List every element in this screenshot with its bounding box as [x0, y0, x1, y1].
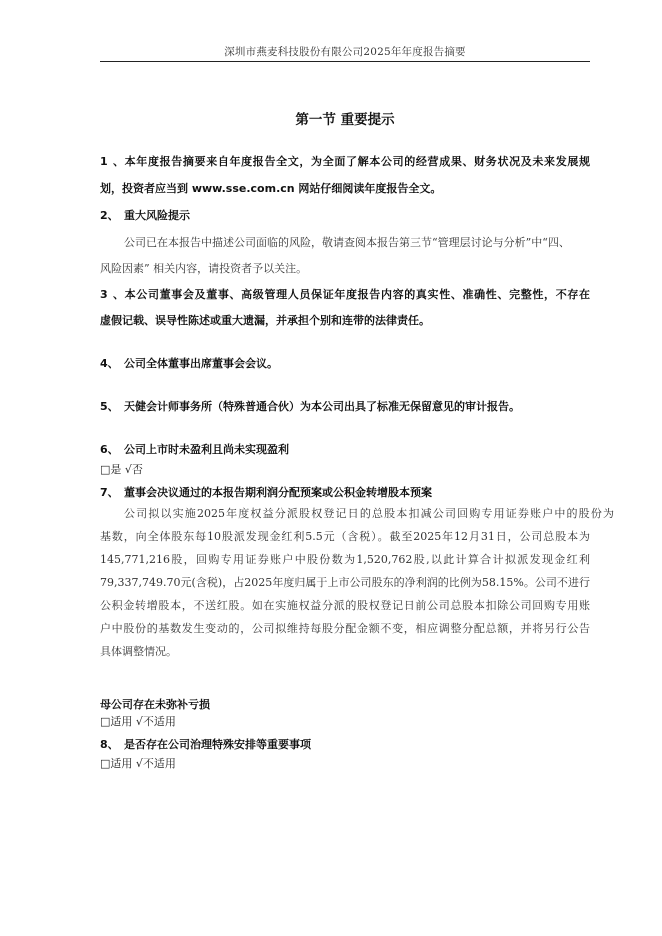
item7-heading: 7、 董事会决议通过的本报告期利润分配预案或公积金转增股本预案 [100, 486, 432, 499]
header-divider [100, 61, 590, 62]
item8-heading: 8、 是否存在公司治理特殊安排等重要事项 [100, 738, 311, 751]
item7-body-line6: 户中股份的基数发生变动的，公司拟维持每股分配金额不变，相应调整分配总额，并将另行公告 [100, 622, 590, 635]
section-title: 第一节 重要提示 [295, 112, 395, 128]
item3-number: 3、 [100, 288, 124, 301]
item4-line: 4、 公司全体董事出席董事会会议。 [100, 357, 278, 370]
item1-line2: 划，投资者应当到 www.sse.com.cn 网站仔细阅读年度报告全文。 [100, 182, 442, 195]
item4-number: 4、 [100, 357, 119, 370]
item2-body-line1: 公司已在本报告中描述公司面临的风险，敬请查阅本报告第三节“管理层讨论与分析”中“四、 [124, 236, 570, 249]
item2-number: 2、 [100, 209, 119, 222]
item5-number: 5、 [100, 400, 119, 413]
item3-line1: 3、本公司董事会及董事、高级管理人员保证年度报告内容的真实性、准确性、完整性，不存在 [100, 288, 590, 301]
item7-body-line3: 145,771,216股，回购专用证券账户中股份数为1,520,762股,以此计算合计拟派发现金红利 [100, 553, 590, 566]
item7-number: 7、 [100, 486, 119, 499]
item8-number: 8、 [100, 738, 119, 751]
item7-body-line7: 具体调整情况。 [100, 645, 177, 658]
parent-loss-options: □适用 √不适用 [100, 715, 176, 728]
item1-line1: 1、本年度报告摘要来自年度报告全文，为全面了解本公司的经营成果、财务状况及未来发展规 [100, 155, 590, 168]
item6-number: 6、 [100, 443, 119, 456]
item2-body-line2: 风险因素” 相关内容，请投资者予以关注。 [100, 262, 308, 275]
item7-body-line5: 公积金转增股本，不送红股。如在实施权益分派的股权登记日前公司总股本扣除公司回购专用账 [100, 599, 590, 612]
item6-options: □是 √否 [100, 463, 143, 476]
item6-heading: 6、 公司上市时未盈利且尚未实现盈利 [100, 443, 289, 456]
item7-body-line4: 79,337,749.70元(含税)，占2025年度归属于上市公司股东的净利润的比例为58.15%。公司不进行 [100, 576, 590, 589]
item7-body-line1: 公司拟以实施2025年度权益分派股权登记日的总股本扣减公司回购专用证券账户中的股份为 [124, 507, 614, 520]
item1-number: 1、 [100, 155, 124, 168]
running-header: 深圳市燕麦科技股份有限公司2025年年度报告摘要 [224, 46, 466, 58]
item3-line2: 虚假记载、误导性陈述或重大遗漏，并承担个别和连带的法律责任。 [100, 314, 430, 327]
item5-line: 5、 天健会计师事务所（特殊普通合伙）为本公司出具了标准无保留意见的审计报告。 [100, 400, 520, 413]
parent-loss-heading: 母公司存在未弥补亏损 [100, 698, 210, 711]
item7-body-line2: 基数，向全体股东每10股派发现金红利5.5元（含税）。截至2025年12月31日，公司总股本为 [100, 530, 590, 543]
item8-options: □适用 √不适用 [100, 757, 176, 770]
item2-heading: 2、 重大风险提示 [100, 209, 190, 222]
